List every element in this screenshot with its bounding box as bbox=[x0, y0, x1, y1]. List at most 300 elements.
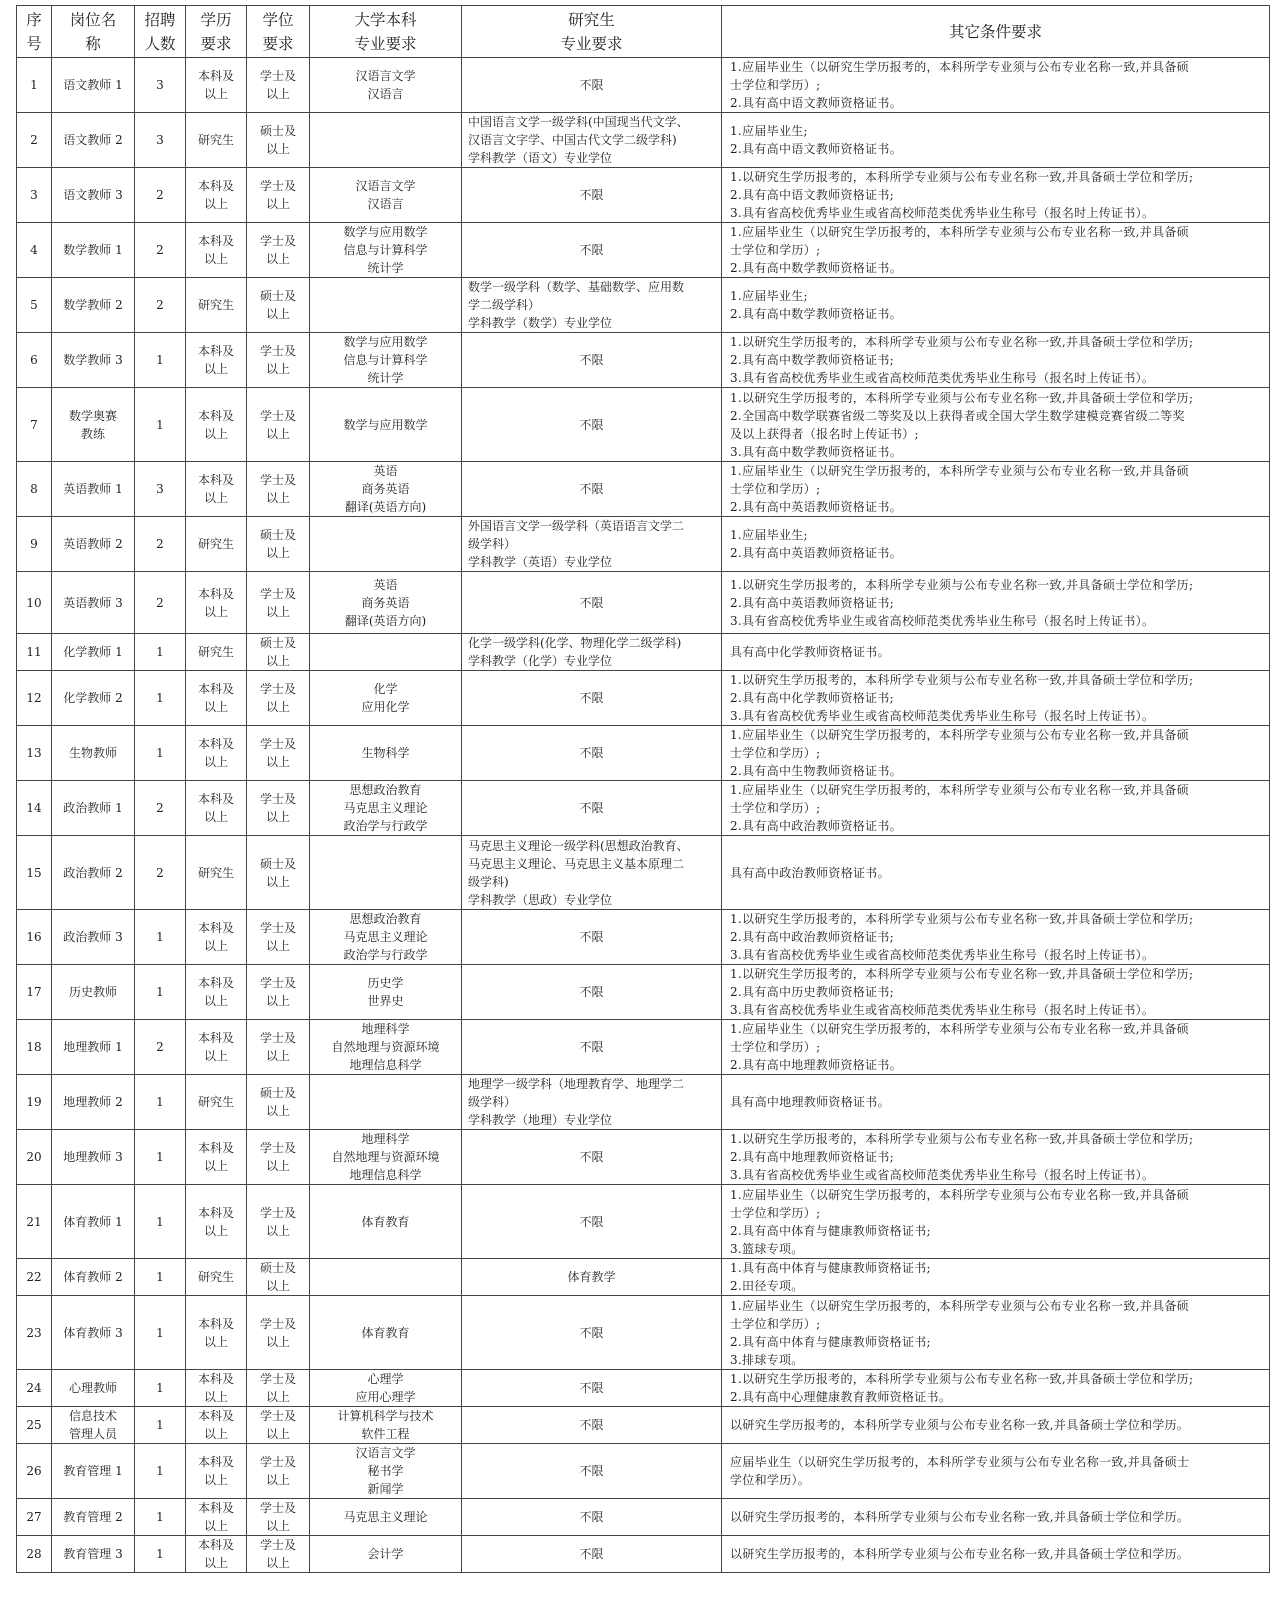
cell-text-line: 2.具有高中化学教师资格证书; bbox=[730, 691, 894, 705]
cell-text-line: 1.以研究生学历报考的，本科所学专业须与公布专业名称一致,并具备硕士学位和学历; bbox=[730, 577, 1194, 592]
cell-text-line: 不限 bbox=[579, 691, 604, 705]
table-row bbox=[17, 1536, 1270, 1573]
cell-education bbox=[186, 1444, 247, 1499]
cell-text-line: 数学教师 2 bbox=[63, 298, 123, 312]
cell-text-line: 以上 bbox=[265, 307, 290, 321]
cell-degree bbox=[247, 781, 310, 836]
cell-text-line: 学士及 bbox=[259, 586, 296, 601]
cell-text-line: 学士及 bbox=[259, 179, 296, 193]
cell-education bbox=[186, 634, 247, 671]
cell-text-line: 以上 bbox=[265, 1556, 290, 1570]
cell-undergrad-major bbox=[310, 58, 462, 113]
cell-text-line: 2.具有高中地理教师资格证书。 bbox=[730, 1058, 902, 1072]
cell-serial-no: 14 bbox=[17, 781, 52, 836]
cell-text-line: 语文教师 2 bbox=[63, 133, 123, 147]
cell-text-line: 数学与应用数学 bbox=[343, 225, 428, 239]
cell-text-line: 化学一级学科(化学、物理化学二级学科) bbox=[468, 636, 682, 650]
cell-text-line: 不限 bbox=[579, 1150, 604, 1164]
header-label-line: 专业要求 bbox=[354, 34, 417, 53]
cell-text-line: 以上 bbox=[265, 1104, 290, 1118]
cell-degree bbox=[247, 671, 310, 726]
cell-text-line: 本科及 bbox=[197, 179, 234, 193]
cell-text-line: 2.具有高中英语教师资格证书; bbox=[730, 595, 894, 610]
cell-undergrad-major bbox=[310, 462, 462, 517]
cell-text-line: 不限 bbox=[579, 1325, 604, 1340]
cell-education bbox=[186, 726, 247, 781]
cell-post-name bbox=[52, 333, 135, 388]
cell-text-line: 本科及 bbox=[197, 1538, 234, 1552]
cell-headcount: 1 bbox=[135, 726, 186, 781]
cell-text-line: 以上 bbox=[203, 994, 228, 1008]
cell-text-line: 以上 bbox=[203, 252, 228, 266]
cell-text-line: 英语教师 2 bbox=[63, 537, 123, 551]
cell-other-requirements bbox=[722, 836, 1270, 910]
table-row bbox=[17, 572, 1270, 634]
cell-text-line: 士学位和学历）; bbox=[730, 746, 821, 760]
cell-text-line: 以上 bbox=[265, 874, 290, 889]
cell-serial-no: 9 bbox=[17, 517, 52, 572]
cell-post-name bbox=[52, 1370, 135, 1407]
cell-degree bbox=[247, 1185, 310, 1259]
cell-education bbox=[186, 1259, 247, 1296]
cell-other-requirements bbox=[722, 1536, 1270, 1573]
cell-text-line: 数学教师 3 bbox=[63, 353, 123, 367]
header-grad-major bbox=[462, 6, 722, 58]
cell-grad-major bbox=[462, 1444, 722, 1499]
cell-text-line: 以上 bbox=[265, 362, 290, 376]
cell-text-line: 不限 bbox=[579, 353, 604, 367]
cell-undergrad-major bbox=[310, 781, 462, 836]
cell-serial-no: 24 bbox=[17, 1370, 52, 1407]
cell-text-line: 管理人员 bbox=[68, 1427, 117, 1441]
cell-text-line: 研究生 bbox=[197, 1095, 234, 1109]
cell-text-line: 以上 bbox=[265, 1473, 290, 1487]
cell-degree bbox=[247, 836, 310, 910]
cell-text-line: 不限 bbox=[579, 595, 604, 610]
table-row bbox=[17, 388, 1270, 462]
cell-text-line: 商务英语 bbox=[361, 595, 410, 610]
cell-degree bbox=[247, 1259, 310, 1296]
cell-text-line: 以上 bbox=[265, 1049, 290, 1063]
cell-text-line: 本科及 bbox=[197, 792, 234, 806]
cell-text-line: 士学位和学历）; bbox=[730, 801, 821, 815]
cell-post-name bbox=[52, 1259, 135, 1296]
cell-text-line: 体育教师 3 bbox=[63, 1325, 123, 1340]
cell-text-line: 学士及 bbox=[259, 921, 296, 935]
cell-text-line: 1.以研究生学历报考的，本科所学专业须与公布专业名称一致,并具备硕士学位和学历; bbox=[730, 673, 1194, 687]
table-row bbox=[17, 223, 1270, 278]
cell-headcount: 1 bbox=[135, 671, 186, 726]
header-label-line: 称 bbox=[85, 34, 101, 53]
cell-undergrad-major bbox=[310, 836, 462, 910]
cell-text-line: 不限 bbox=[579, 746, 604, 760]
cell-text-line: 应届毕业生（以研究生学历报考的，本科所学专业须与公布专业名称一致,并具备硕士 bbox=[730, 1455, 1190, 1469]
cell-grad-major bbox=[462, 572, 722, 634]
cell-text-line: 学科教学（英语）专业学位 bbox=[468, 555, 613, 569]
cell-education bbox=[186, 333, 247, 388]
cell-text-line: 马克思主义理论、马克思主义基本原理二 bbox=[468, 856, 685, 871]
cell-text-line: 化学教师 1 bbox=[63, 645, 123, 659]
cell-text-line: 本科及 bbox=[197, 69, 234, 83]
cell-text-line: 硕士及 bbox=[259, 289, 296, 303]
cell-text-line: 会计学 bbox=[367, 1547, 404, 1561]
cell-degree bbox=[247, 462, 310, 517]
table-row bbox=[17, 1444, 1270, 1499]
table-row bbox=[17, 726, 1270, 781]
cell-other-requirements bbox=[722, 965, 1270, 1020]
cell-text-line: 学士及 bbox=[259, 408, 296, 423]
cell-text-line: 汉语言文学 bbox=[355, 69, 416, 83]
cell-undergrad-major bbox=[310, 671, 462, 726]
cell-text-line: 以研究生学历报考的，本科所学专业须与公布专业名称一致,并具备硕士学位和学历。 bbox=[730, 1547, 1190, 1561]
cell-text-line: 历史学 bbox=[367, 976, 404, 990]
cell-text-line: 以上 bbox=[203, 362, 228, 376]
cell-serial-no: 16 bbox=[17, 910, 52, 965]
cell-text-line: 以上 bbox=[203, 1049, 228, 1063]
cell-text-line: 学士及 bbox=[259, 1205, 296, 1220]
cell-text-line: 不限 bbox=[579, 930, 604, 944]
cell-degree bbox=[247, 517, 310, 572]
header-post-name bbox=[52, 6, 135, 58]
header-label-line: 人数 bbox=[144, 34, 176, 53]
cell-serial-no: 8 bbox=[17, 462, 52, 517]
cell-text-line: 生物科学 bbox=[361, 746, 410, 760]
cell-serial-no: 11 bbox=[17, 634, 52, 671]
cell-headcount: 1 bbox=[135, 1259, 186, 1296]
cell-text-line: 数学奥赛 bbox=[68, 408, 117, 423]
cell-text-line: 以研究生学历报考的，本科所学专业须与公布专业名称一致,并具备硕士学位和学历。 bbox=[730, 1418, 1190, 1432]
cell-post-name bbox=[52, 168, 135, 223]
cell-text-line: 政治学与行政学 bbox=[343, 819, 428, 833]
cell-text-line: 心理学 bbox=[367, 1372, 404, 1386]
cell-grad-major bbox=[462, 781, 722, 836]
cell-text-line: 3.具有省高校优秀毕业生或省高校师范类优秀毕业生称号（报名时上传证书）。 bbox=[730, 948, 1155, 962]
cell-grad-major bbox=[462, 1185, 722, 1259]
table-row bbox=[17, 113, 1270, 168]
cell-text-line: 不限 bbox=[579, 1464, 604, 1478]
cell-text-line: 以上 bbox=[265, 546, 290, 560]
table-row bbox=[17, 1185, 1270, 1259]
cell-post-name bbox=[52, 517, 135, 572]
cell-other-requirements bbox=[722, 1444, 1270, 1499]
cell-text-line: 以上 bbox=[203, 1427, 228, 1441]
cell-text-line: 以上 bbox=[265, 654, 290, 668]
cell-text-line: 数学与应用数学 bbox=[343, 335, 428, 349]
cell-text-line: 新闻学 bbox=[367, 1482, 404, 1496]
cell-text-line: 思想政治教育 bbox=[349, 912, 422, 926]
cell-text-line: 以上 bbox=[203, 939, 228, 953]
cell-post-name bbox=[52, 1444, 135, 1499]
cell-text-line: 以上 bbox=[265, 252, 290, 266]
cell-headcount: 1 bbox=[135, 1444, 186, 1499]
cell-grad-major bbox=[462, 726, 722, 781]
cell-undergrad-major bbox=[310, 1259, 462, 1296]
cell-post-name bbox=[52, 1130, 135, 1185]
cell-text-line: 体育教育 bbox=[361, 1325, 410, 1340]
cell-other-requirements bbox=[722, 223, 1270, 278]
table-body bbox=[17, 58, 1270, 1573]
cell-undergrad-major bbox=[310, 1444, 462, 1499]
cell-text-line: 学士及 bbox=[259, 792, 296, 806]
cell-other-requirements bbox=[722, 58, 1270, 113]
cell-text-line: 3.具有高中数学教师资格证书。 bbox=[730, 444, 902, 459]
cell-text-line: 级学科） bbox=[468, 1095, 517, 1109]
cell-post-name bbox=[52, 113, 135, 168]
cell-text-line: 以上 bbox=[265, 197, 290, 211]
cell-text-line: 以上 bbox=[203, 604, 228, 619]
cell-text-line: 硕士及 bbox=[259, 636, 296, 650]
cell-headcount: 3 bbox=[135, 462, 186, 517]
cell-serial-no: 6 bbox=[17, 333, 52, 388]
cell-text-line: 士学位和学历）; bbox=[730, 243, 821, 257]
cell-text-line: 自然地理与资源环境 bbox=[331, 1040, 440, 1054]
cell-text-line: 1.以研究生学历报考的，本科所学专业须与公布专业名称一致,并具备硕士学位和学历; bbox=[730, 335, 1194, 349]
cell-education bbox=[186, 462, 247, 517]
cell-text-line: 地理科学 bbox=[361, 1132, 410, 1146]
cell-text-line: 1.应届毕业生（以研究生学历报考的，本科所学专业须与公布专业名称一致,并具备硕 bbox=[730, 728, 1189, 742]
cell-education bbox=[186, 1370, 247, 1407]
cell-grad-major bbox=[462, 1536, 722, 1573]
table-row bbox=[17, 58, 1270, 113]
cell-text-line: 信息技术 bbox=[68, 1409, 117, 1423]
cell-text-line: 以上 bbox=[265, 994, 290, 1008]
cell-education bbox=[186, 388, 247, 462]
header-label-line: 研究生 bbox=[568, 10, 615, 29]
table-row bbox=[17, 781, 1270, 836]
cell-text-line: 以上 bbox=[265, 87, 290, 101]
header-undergrad-major bbox=[310, 6, 462, 58]
cell-text-line: 思想政治教育 bbox=[349, 783, 422, 797]
cell-text-line: 2.具有高中地理教师资格证书; bbox=[730, 1150, 894, 1164]
cell-text-line: 本科及 bbox=[197, 682, 234, 696]
cell-text-line: 英语教师 3 bbox=[63, 595, 123, 610]
cell-text-line: 1.应届毕业生（以研究生学历报考的，本科所学专业须与公布专业名称一致,并具备硕 bbox=[730, 783, 1189, 797]
cell-text-line: 本科及 bbox=[197, 586, 234, 601]
cell-serial-no: 1 bbox=[17, 58, 52, 113]
cell-headcount: 1 bbox=[135, 1130, 186, 1185]
cell-text-line: 以上 bbox=[265, 1390, 290, 1404]
cell-undergrad-major bbox=[310, 1536, 462, 1573]
cell-text-line: 学士及 bbox=[259, 1372, 296, 1386]
table-header-row bbox=[17, 6, 1270, 58]
cell-post-name bbox=[52, 1296, 135, 1370]
cell-text-line: 语文教师 1 bbox=[63, 78, 123, 92]
cell-text-line: 教育管理 2 bbox=[63, 1510, 123, 1524]
cell-text-line: 学位和学历）。 bbox=[730, 1473, 811, 1487]
cell-text-line: 软件工程 bbox=[361, 1427, 410, 1441]
cell-text-line: 2.具有高中政治教师资格证书。 bbox=[730, 819, 902, 833]
cell-headcount: 1 bbox=[135, 1075, 186, 1130]
cell-text-line: 2.具有高中体育与健康教师资格证书; bbox=[730, 1223, 931, 1238]
cell-post-name bbox=[52, 1075, 135, 1130]
cell-serial-no: 13 bbox=[17, 726, 52, 781]
cell-other-requirements bbox=[722, 671, 1270, 726]
cell-text-line: 教育管理 3 bbox=[63, 1547, 123, 1561]
cell-text-line: 硕士及 bbox=[259, 528, 296, 542]
cell-text-line: 2.具有高中体育与健康教师资格证书; bbox=[730, 1334, 931, 1349]
cell-grad-major bbox=[462, 58, 722, 113]
cell-text-line: 以上 bbox=[265, 604, 290, 619]
cell-text-line: 不限 bbox=[579, 482, 604, 496]
cell-degree bbox=[247, 1499, 310, 1536]
cell-serial-no: 12 bbox=[17, 671, 52, 726]
cell-other-requirements bbox=[722, 572, 1270, 634]
cell-text-line: 2.具有高中语文教师资格证书。 bbox=[730, 142, 902, 156]
cell-text-line: 不限 bbox=[579, 985, 604, 999]
cell-post-name bbox=[52, 910, 135, 965]
cell-headcount: 2 bbox=[135, 517, 186, 572]
cell-text-line: 马克思主义理论 bbox=[343, 930, 428, 944]
cell-education bbox=[186, 1296, 247, 1370]
cell-education bbox=[186, 1185, 247, 1259]
cell-other-requirements bbox=[722, 1370, 1270, 1407]
cell-headcount: 1 bbox=[135, 388, 186, 462]
cell-text-line: 不限 bbox=[579, 1040, 604, 1054]
cell-text-line: 以上 bbox=[265, 491, 290, 505]
cell-text-line: 地理学一级学科（地理教育学、地理学二 bbox=[468, 1077, 685, 1091]
header-label-line: 岗位名 bbox=[69, 10, 117, 29]
cell-grad-major bbox=[462, 333, 722, 388]
cell-text-line: 学士及 bbox=[259, 1141, 296, 1155]
cell-text-line: 英语 bbox=[373, 464, 398, 478]
cell-text-line: 以上 bbox=[203, 1223, 228, 1238]
cell-grad-major bbox=[462, 836, 722, 910]
cell-text-line: 1.应届毕业生（以研究生学历报考的，本科所学专业须与公布专业名称一致,并具备硕 bbox=[730, 464, 1189, 478]
cell-degree bbox=[247, 1370, 310, 1407]
cell-text-line: 本科及 bbox=[197, 408, 234, 423]
cell-text-line: 马克思主义理论一级学科(思想政治教育、 bbox=[468, 838, 689, 853]
cell-education bbox=[186, 781, 247, 836]
cell-education bbox=[186, 572, 247, 634]
cell-text-line: 学士及 bbox=[259, 1031, 296, 1045]
cell-degree bbox=[247, 333, 310, 388]
cell-grad-major bbox=[462, 1130, 722, 1185]
cell-text-line: 学士及 bbox=[259, 234, 296, 248]
cell-text-line: 语文教师 3 bbox=[63, 188, 123, 202]
cell-undergrad-major bbox=[310, 1185, 462, 1259]
cell-text-line: 信息与计算科学 bbox=[343, 243, 428, 257]
cell-text-line: 具有高中政治教师资格证书。 bbox=[730, 865, 890, 880]
cell-text-line: 士学位和学历）; bbox=[730, 482, 821, 496]
cell-text-line: 以上 bbox=[203, 1159, 228, 1173]
cell-serial-no: 5 bbox=[17, 278, 52, 333]
cell-text-line: 政治教师 2 bbox=[63, 865, 123, 880]
header-label-line: 学位 bbox=[262, 10, 294, 29]
cell-grad-major bbox=[462, 965, 722, 1020]
cell-text-line: 士学位和学历）; bbox=[730, 1040, 821, 1054]
cell-undergrad-major bbox=[310, 910, 462, 965]
cell-other-requirements bbox=[722, 333, 1270, 388]
cell-undergrad-major bbox=[310, 965, 462, 1020]
cell-education bbox=[186, 671, 247, 726]
cell-undergrad-major bbox=[310, 1296, 462, 1370]
cell-serial-no: 17 bbox=[17, 965, 52, 1020]
cell-text-line: 学科教学（化学）专业学位 bbox=[468, 654, 613, 668]
cell-text-line: 3.具有省高校优秀毕业生或省高校师范类优秀毕业生称号（报名时上传证书）。 bbox=[730, 1003, 1155, 1017]
cell-serial-no: 22 bbox=[17, 1259, 52, 1296]
cell-text-line: 学二级学科） bbox=[468, 298, 541, 312]
header-label-line: 号 bbox=[26, 34, 42, 53]
recruitment-table bbox=[16, 5, 1270, 1573]
cell-serial-no: 2 bbox=[17, 113, 52, 168]
cell-grad-major bbox=[462, 168, 722, 223]
cell-text-line: 2.具有高中数学教师资格证书。 bbox=[730, 261, 902, 275]
cell-grad-major bbox=[462, 223, 722, 278]
cell-education bbox=[186, 168, 247, 223]
cell-text-line: 学科教学（思政）专业学位 bbox=[468, 892, 613, 907]
cell-undergrad-major bbox=[310, 726, 462, 781]
cell-text-line: 心理教师 bbox=[68, 1381, 117, 1395]
cell-serial-no: 3 bbox=[17, 168, 52, 223]
cell-post-name bbox=[52, 836, 135, 910]
cell-text-line: 地理信息科学 bbox=[349, 1168, 422, 1182]
cell-text-line: 信息与计算科学 bbox=[343, 353, 428, 367]
cell-headcount: 1 bbox=[135, 965, 186, 1020]
cell-text-line: 体育教学 bbox=[567, 1270, 616, 1284]
cell-degree bbox=[247, 388, 310, 462]
cell-grad-major bbox=[462, 671, 722, 726]
cell-headcount: 3 bbox=[135, 113, 186, 168]
table-row bbox=[17, 1407, 1270, 1444]
cell-degree bbox=[247, 58, 310, 113]
cell-degree bbox=[247, 1130, 310, 1185]
cell-headcount: 1 bbox=[135, 1185, 186, 1259]
cell-education bbox=[186, 1536, 247, 1573]
cell-text-line: 数学教师 1 bbox=[63, 243, 123, 257]
header-label-line: 要求 bbox=[200, 34, 232, 53]
cell-serial-no: 20 bbox=[17, 1130, 52, 1185]
cell-text-line: 1.应届毕业生; bbox=[730, 528, 808, 542]
cell-grad-major bbox=[462, 1075, 722, 1130]
cell-other-requirements bbox=[722, 910, 1270, 965]
cell-serial-no: 23 bbox=[17, 1296, 52, 1370]
cell-text-line: 1.应届毕业生（以研究生学历报考的，本科所学专业须与公布专业名称一致,并具备硕 bbox=[730, 1187, 1189, 1202]
cell-text-line: 学科教学（数学）专业学位 bbox=[468, 316, 613, 330]
cell-serial-no: 15 bbox=[17, 836, 52, 910]
cell-text-line: 本科及 bbox=[197, 234, 234, 248]
cell-other-requirements bbox=[722, 1259, 1270, 1296]
cell-text-line: 体育教育 bbox=[361, 1214, 410, 1229]
cell-text-line: 地理科学 bbox=[361, 1022, 410, 1036]
cell-text-line: 2.具有高中语文教师资格证书; bbox=[730, 188, 894, 202]
cell-degree bbox=[247, 1407, 310, 1444]
cell-text-line: 以上 bbox=[265, 1427, 290, 1441]
cell-text-line: 学士及 bbox=[259, 344, 296, 358]
cell-text-line: 地理信息科学 bbox=[349, 1058, 422, 1072]
table-row bbox=[17, 836, 1270, 910]
cell-undergrad-major bbox=[310, 1075, 462, 1130]
table-row bbox=[17, 634, 1270, 671]
cell-text-line: 学士及 bbox=[259, 976, 296, 990]
cell-text-line: 士学位和学历）; bbox=[730, 1316, 821, 1331]
cell-text-line: 硕士及 bbox=[259, 1086, 296, 1100]
cell-text-line: 化学 bbox=[373, 682, 398, 696]
cell-text-line: 士学位和学历）; bbox=[730, 1205, 821, 1220]
cell-text-line: 学士及 bbox=[259, 682, 296, 696]
cell-text-line: 2.具有高中政治教师资格证书; bbox=[730, 930, 894, 944]
cell-text-line: 以上 bbox=[265, 755, 290, 769]
cell-other-requirements bbox=[722, 1407, 1270, 1444]
cell-grad-major bbox=[462, 1259, 722, 1296]
cell-text-line: 本科及 bbox=[197, 737, 234, 751]
cell-headcount: 2 bbox=[135, 168, 186, 223]
cell-headcount: 2 bbox=[135, 223, 186, 278]
cell-text-line: 不限 bbox=[579, 243, 604, 257]
cell-headcount: 3 bbox=[135, 58, 186, 113]
cell-post-name bbox=[52, 58, 135, 113]
cell-text-line: 应用心理学 bbox=[355, 1390, 416, 1404]
cell-text-line: 翻译(英语方向) bbox=[344, 613, 427, 628]
